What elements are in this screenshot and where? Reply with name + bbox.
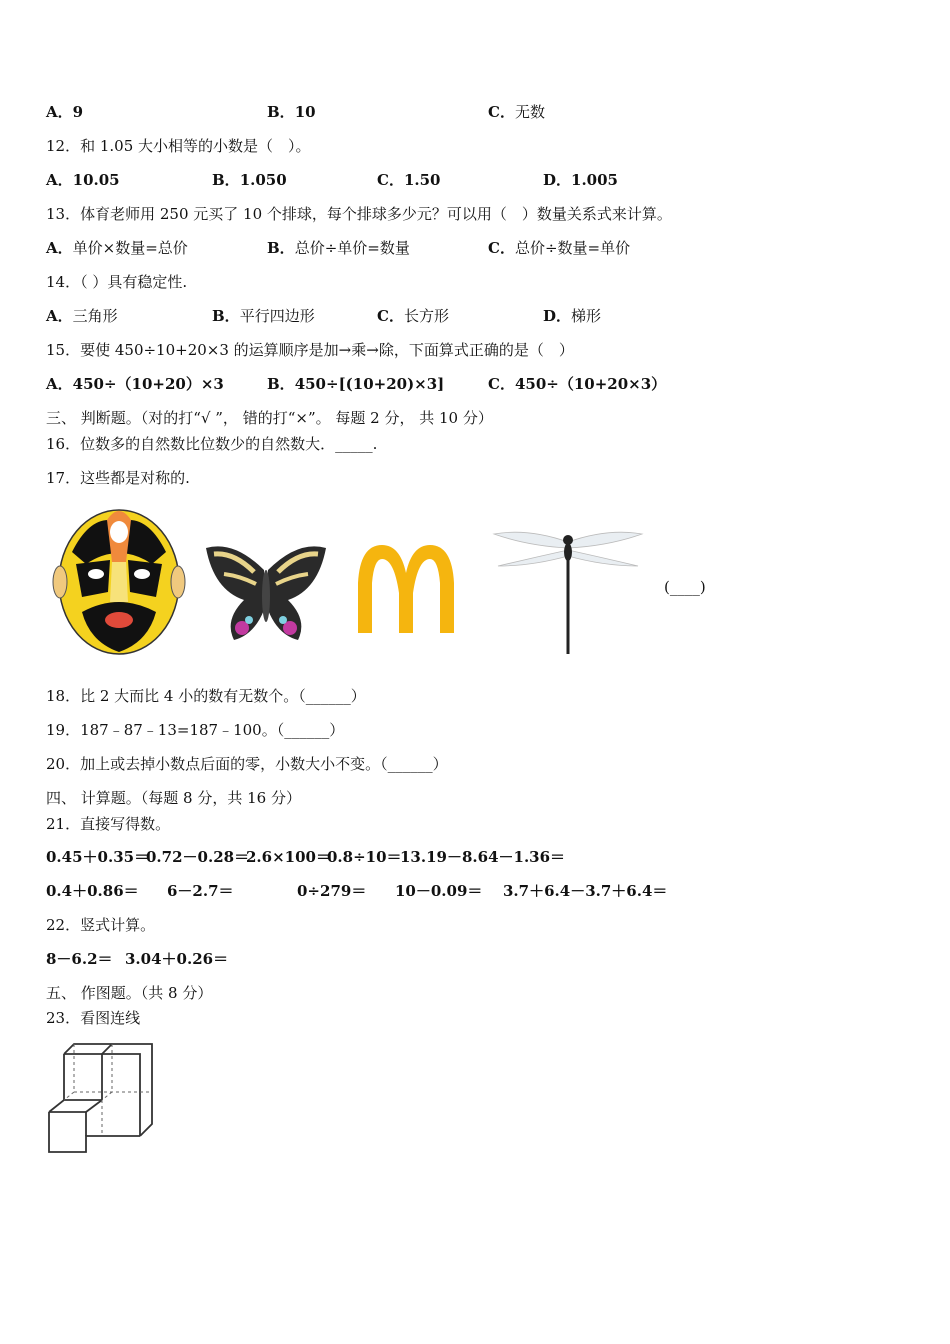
- butterfly-image: [204, 540, 328, 648]
- q22-item: 3.04＋0.26＝: [125, 950, 229, 968]
- q15-option-b: B．450÷[(10+20)×3]: [267, 375, 445, 393]
- q22-item: 8－6.2＝: [46, 950, 113, 968]
- q14-option-c: C．长方形: [377, 307, 449, 325]
- q21-row2-item: 6－2.7＝: [167, 882, 234, 900]
- q21-row2-item: 10－0.09＝: [395, 882, 483, 900]
- q18-question: 18．比 2 大而比 4 小的数有无数个。（______）: [46, 687, 366, 705]
- mcdonalds-logo-image: [354, 543, 458, 635]
- q11-option-b: B．10: [267, 103, 316, 121]
- q13-question: 13．体育老师用 250 元买了 10 个排球，每个排球多少元？可以用（ ）数量关系式来计算。: [46, 205, 672, 223]
- q14-option-b: B．平行四边形: [212, 307, 315, 325]
- section-3-heading: 三、 判断题。（对的打“√ ”， 错的打“×”。 每题 2 分， 共 10 分）: [46, 409, 493, 427]
- q23-question: 23．看图连线: [46, 1009, 141, 1027]
- q13-option-a: A．单价×数量=总价: [46, 239, 188, 257]
- q17-answer-blank: (____): [664, 578, 706, 596]
- q15-question: 15．要使 450÷10+20×3 的运算顺序是加→乘→除，下面算式正确的是（ ）: [46, 341, 574, 359]
- q16-question: 16．位数多的自然数比位数少的自然数大．_____.: [46, 435, 378, 453]
- q21-question: 21．直接写得数。: [46, 815, 171, 833]
- dragonfly-image: [488, 520, 648, 658]
- q21-row1-item: 2.6×100＝: [246, 848, 331, 866]
- opera-mask-image: [52, 502, 186, 658]
- cube-solid-figure: [46, 1040, 156, 1158]
- q12-option-c: C．1.50: [377, 171, 441, 189]
- section-4-heading: 四、 计算题。（每题 8 分，共 16 分）: [46, 789, 301, 807]
- q21-row1-item: 13.19－8.64－1.36＝: [400, 848, 566, 866]
- q12-option-a: A．10.05: [46, 171, 120, 189]
- q13-option-b: B．总价÷单价=数量: [267, 239, 410, 257]
- q14-question: 14．（ ）具有稳定性.: [46, 273, 188, 291]
- q21-row2-item: 0÷279＝: [297, 882, 367, 900]
- q19-question: 19．187﹣87﹣13=187﹣100。（______）: [46, 721, 345, 739]
- section-5-heading: 五、 作图题。（共 8 分）: [46, 984, 213, 1002]
- q20-question: 20．加上或去掉小数点后面的零，小数大小不变。（______）: [46, 755, 448, 773]
- q13-option-c: C．总价÷数量=单价: [488, 239, 631, 257]
- q21-row1-item: 0.72－0.28＝: [146, 848, 250, 866]
- q17-question: 17．这些都是对称的.: [46, 469, 190, 487]
- q12-option-d: D．1.005: [543, 171, 618, 189]
- q11-option-c: C．无数: [488, 103, 545, 121]
- q21-row1-item: 0.45＋0.35＝: [46, 848, 150, 866]
- q21-row2-item: 0.4＋0.86＝: [46, 882, 139, 900]
- q21-row2-item: 3.7＋6.4－3.7＋6.4＝: [503, 882, 668, 900]
- q22-question: 22．竖式计算。: [46, 916, 156, 934]
- q15-option-a: A．450÷（10+20）×3: [46, 375, 224, 393]
- q12-option-b: B．1.050: [212, 171, 287, 189]
- q11-option-a: A．9: [46, 103, 84, 121]
- q14-option-a: A．三角形: [46, 307, 118, 325]
- q15-option-c: C．450÷（10+20×3）: [488, 375, 667, 393]
- q14-option-d: D．梯形: [543, 307, 602, 325]
- q12-question: 12．和 1.05 大小相等的小数是（ ）。: [46, 137, 311, 155]
- q21-row1-item: 0.8÷10＝: [327, 848, 402, 866]
